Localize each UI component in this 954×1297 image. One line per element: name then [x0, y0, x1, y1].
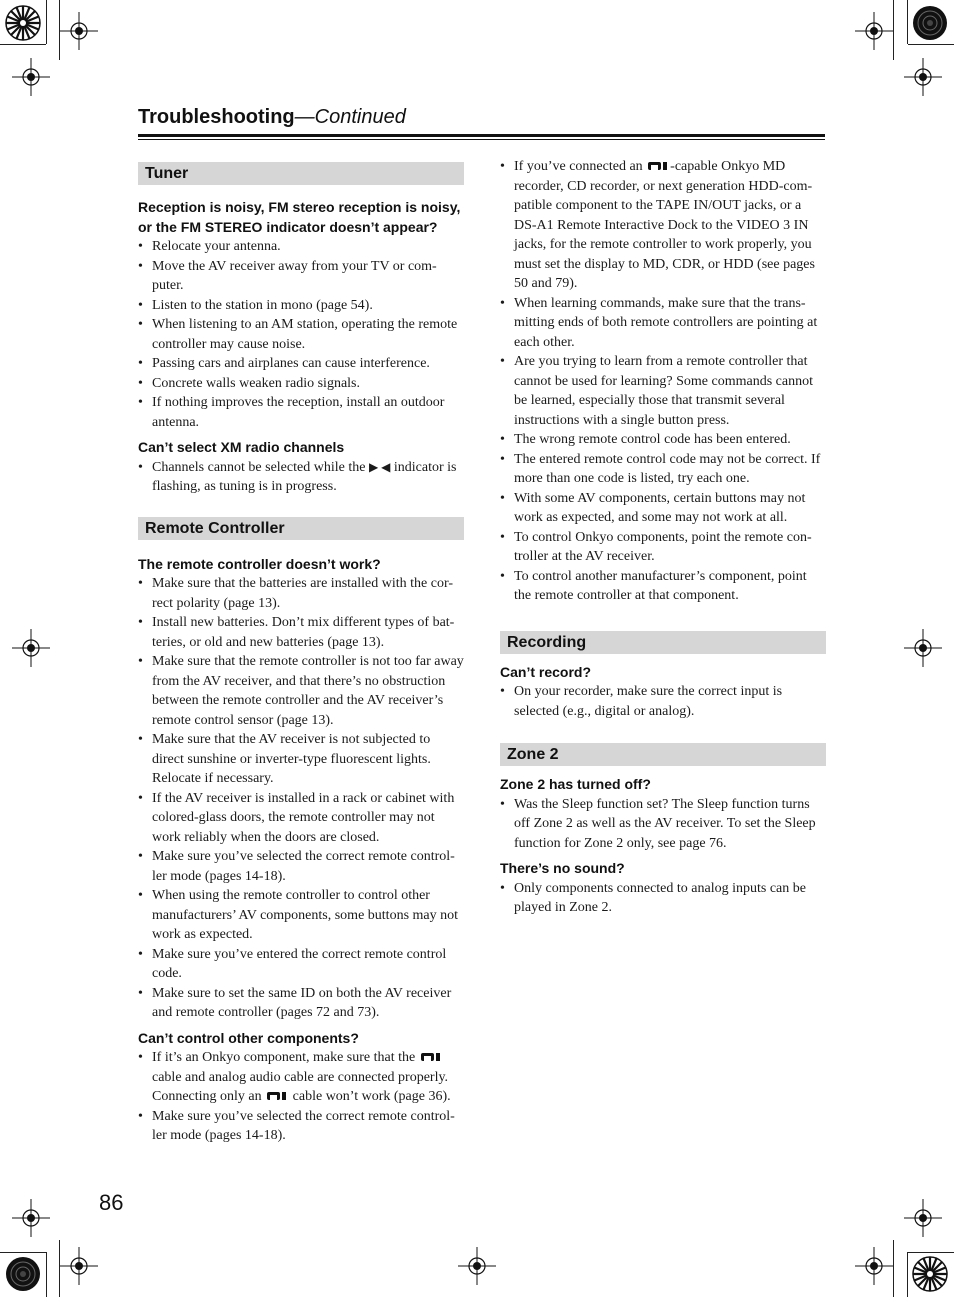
list-item: • Only components connected to analog inputs can be played in Zone 2. — [500, 879, 826, 918]
list-item: • To control Onkyo components, point the remote con-troller at the AV receiver. — [500, 528, 826, 567]
list-item: • Relocate your antenna. — [138, 237, 464, 257]
list-item: • Concrete walls weaken radio signals. — [138, 374, 464, 394]
list-item — [500, 157, 826, 294]
list-item: • On your recorder, make sure the correct input is selected (e.g., digital or analog). — [500, 682, 826, 721]
list-item: • Move the AV receiver away from your TV or com-puter. — [138, 257, 464, 296]
radial-target-icon — [4, 1255, 42, 1293]
section-heading-tuner: Tuner — [138, 162, 464, 185]
recording-list — [500, 682, 826, 721]
crosshair-registration-icon — [904, 629, 942, 667]
crosshair-registration-icon — [12, 629, 50, 667]
crop-line — [908, 44, 954, 45]
crop-line — [908, 1252, 954, 1253]
list-item — [138, 1048, 464, 1107]
list-item: • When learning commands, make sure that the trans-mitting ends of both remote controllers are pointing at each other. — [500, 294, 826, 353]
list-item: • Install new batteries. Don’t mix different types of bat-teries, or old and new batteries (page 13). — [138, 613, 464, 652]
crosshair-registration-icon — [458, 1247, 496, 1285]
radial-target-icon — [911, 1255, 949, 1293]
list-item: • Make sure that the remote controller is not too far away from the AV receiver, and that there’s no obstruction between the remote controller and the AV receiver’s remote control sensor (page 13). — [138, 652, 464, 730]
ri-logo-icon — [267, 1092, 287, 1100]
crop-line — [0, 44, 46, 45]
xm-text-after: indicator is flashing, as tuning is in progress. — [152, 459, 457, 494]
control-other-list — [138, 1048, 464, 1146]
zone2-no-sound-list — [500, 879, 826, 918]
radial-target-icon — [4, 4, 42, 42]
question-fm-reception: Reception is noisy, FM stereo reception is noisy, or the FM STEREO indicator doesn’t appear? — [138, 199, 461, 235]
list-item: • Make sure that the AV receiver is not subjected to direct sunshine or inverter-type fluorescent lights. Relocate if necessary. — [138, 730, 464, 789]
title-rule-thin — [138, 139, 825, 140]
list-item: • When listening to an AM station, operating the remote controller may cause noise. — [138, 315, 464, 354]
ri-capable-text-b: -capable Onkyo MD recorder, CD recorder, or next generation HDD-com-patible component to the TAPE IN/OUT jacks, or a DS-A1 Remote Interactive Dock to the VIDEO 3 IN jacks, for the remote controller to work properly, you must set the display to MD, CDR, or HDD (see pages 50 and 79). — [514, 159, 815, 291]
zone2-off-list — [500, 795, 826, 854]
question-zone2-off: Zone 2 has turned off? — [500, 776, 651, 792]
crosshair-registration-icon — [60, 1247, 98, 1285]
ri-text-b: cable and analog audio cable are connected properly. Connecting only an — [152, 1069, 449, 1104]
radial-target-icon — [911, 4, 949, 42]
list-item: • Was the Sleep function set? The Sleep function turns off Zone 2 as well as the AV receiver. To set the Sleep function for Zone 2 only, see page 76. — [500, 795, 826, 854]
list-item: • If the AV receiver is installed in a rack or cabinet with colored-glass doors, the remote controller may not work reliably when the doors are closed. — [138, 789, 464, 848]
right-column — [500, 157, 826, 918]
list-item: • Are you trying to learn from a remote controller that cannot be used for learning? Some commands cannot be learned, especially those that transmit several instructions with a single button press. — [500, 352, 826, 430]
list-item: • Make sure you’ve selected the correct remote control-ler mode (pages 14-18). — [138, 847, 464, 886]
page-title — [138, 106, 406, 129]
question-cant-record: Can’t record? — [500, 663, 592, 680]
section-heading-remote: Remote Controller — [138, 517, 464, 540]
crosshair-registration-icon — [60, 12, 98, 50]
crosshair-registration-icon — [12, 58, 50, 96]
list-item: • Make sure that the batteries are installed with the cor-rect polarity (page 13). — [138, 574, 464, 613]
tuning-indicator-icon: ▶ ◀ — [368, 459, 391, 474]
list-item: • If nothing improves the reception, install an outdoor antenna. — [138, 393, 464, 432]
list-item: • Listen to the station in mono (page 54). — [138, 296, 464, 316]
question-control-other-components: Can’t control other components? — [138, 1029, 359, 1046]
list-item: • When using the remote controller to control other manufacturers’ AV components, some buttons may not work as expected. — [138, 886, 464, 945]
page-title-main: Troubleshooting — [138, 106, 295, 128]
left-column — [138, 162, 464, 1146]
list-item — [138, 458, 464, 497]
crosshair-registration-icon — [855, 12, 893, 50]
section-heading-zone2: Zone 2 — [500, 743, 826, 766]
crosshair-registration-icon — [904, 1199, 942, 1237]
remote-continued-list — [500, 157, 826, 606]
list-item: • Passing cars and airplanes can cause interference. — [138, 354, 464, 374]
ri-text-c: cable won’t work (page 36). — [292, 1089, 451, 1104]
list-item: • Make sure to set the same ID on both the AV receiver and remote controller (pages 72 and 73). — [138, 984, 464, 1023]
list-item: • Make sure you’ve entered the correct remote control code. — [138, 945, 464, 984]
crop-line — [907, 1252, 908, 1297]
tuner-reception-list — [138, 237, 464, 432]
remote-not-working-list — [138, 574, 464, 1023]
crop-line — [46, 0, 47, 44]
list-item: • To control another manufacturer’s component, point the remote controller at that component. — [500, 567, 826, 606]
list-item: • Make sure you’ve selected the correct remote control-ler mode (pages 14-18). — [138, 1107, 464, 1146]
title-rule — [138, 134, 825, 137]
crop-line — [893, 0, 894, 60]
xm-text-before: Channels cannot be selected while the — [152, 459, 366, 475]
ri-text-a: If it’s an Onkyo component, make sure that the — [152, 1050, 416, 1065]
tuner-xm-list — [138, 458, 464, 497]
page-title-continued: —Continued — [294, 106, 406, 128]
section-heading-recording: Recording — [500, 631, 826, 654]
crosshair-registration-icon — [12, 1199, 50, 1237]
crosshair-registration-icon — [904, 58, 942, 96]
crosshair-registration-icon — [855, 1247, 893, 1285]
ri-logo-icon — [648, 162, 668, 170]
crop-line — [907, 0, 908, 44]
ri-logo-icon — [421, 1053, 441, 1061]
ri-capable-text-a: If you’ve connected an — [514, 159, 643, 174]
crop-line — [46, 1252, 47, 1297]
crop-line — [0, 1252, 46, 1253]
page-number: 86 — [99, 1190, 124, 1215]
crop-line — [893, 1240, 894, 1297]
question-no-sound: There’s no sound? — [500, 860, 625, 876]
question-xm-channels: Can’t select XM radio channels — [138, 439, 345, 455]
list-item: • The wrong remote control code has been entered. — [500, 430, 826, 450]
list-item: • With some AV components, certain buttons may not work as expected, and some may not work at all. — [500, 489, 826, 528]
question-remote-not-working: The remote controller doesn’t work? — [138, 555, 381, 572]
list-item: • The entered remote control code may not be correct. If more than one code is listed, try each one. — [500, 450, 826, 489]
